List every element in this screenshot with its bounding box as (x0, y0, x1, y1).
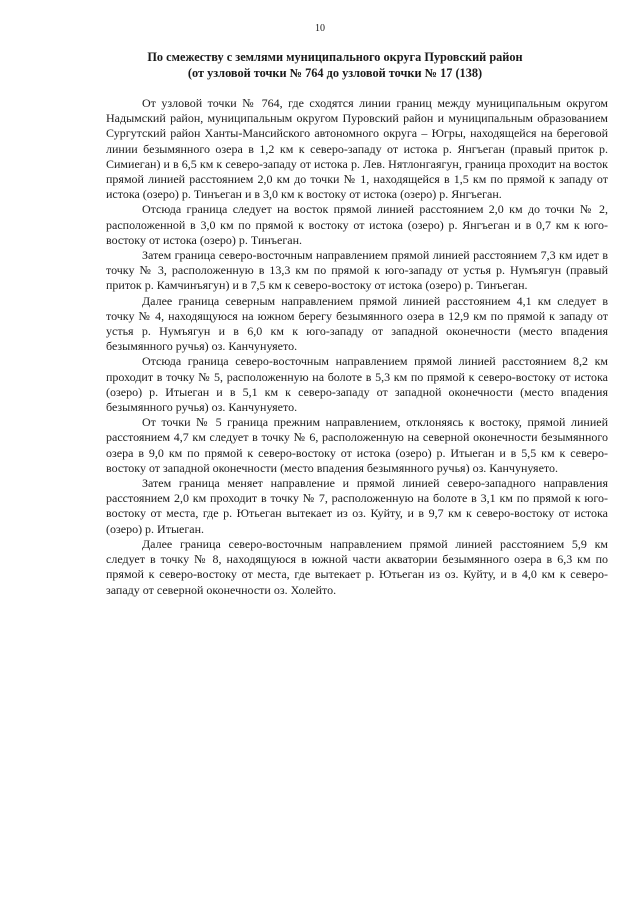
page-number: 10 (315, 23, 325, 34)
paragraph: От точки № 5 граница прежним направлением, отклоняясь к востоку, прямой линией расстоянием 4,7 км следует в точку № 6, расположенную на северной оконечности безымянного озера в 9,0 км по прямой к северо-востоку от истока (озеро) р. Итыеган и в 5,5 км к северо-востоку от западной оконечности (место впадения безымянного ручья) оз. Канчунуяето. (106, 415, 608, 475)
paragraph: Отсюда граница северо-восточным направлением прямой линией расстоянием 8,2 км проходит в точку № 5, расположенную на болоте в 5,3 км по прямой к северо-востоку от истока (озеро) р. Итыеган и в 5,1 км к северо-западу от западной оконечности (место впадения безымянного ручья) оз. Канчунуяето. (106, 354, 608, 415)
paragraph: Затем граница северо-восточным направлением прямой линией расстоянием 7,3 км идет в точку № 3, расположенную в 13,3 км по прямой к юго-западу от устья р. Нумъягун (правый приток р. Камчинъягун) и в 7,5 км к северо-востоку от истока (озеро) р. Тинъеган. (106, 248, 608, 293)
paragraph: Далее граница северо-восточным направлением прямой линией расстоянием 5,9 км следует в точку № 8, находящуюся в южной части акватории безымянного озера в 6,3 км по прямой к северо-востоку от места, где вытекает р. Ютьеган из оз. Куйту, и в 4,0 км к северо-западу от северной оконечности оз. Холейто. (106, 536, 608, 597)
paragraph: Далее граница северным направлением прямой линией расстоянием 4,1 км следует в точку № 4, находящуюся на южном берегу безымянного озера в 12,9 км по прямой к западу от устья р. Нумъягун и в 6,0 км к юго-западу от западной оконечности (место впадения безымянного ручья) оз. Канчунуяето. (106, 293, 608, 354)
paragraph: Отсюда граница следует на восток прямой линией расстоянием 2,0 км до точки № 2, расположенной в 3,0 км по прямой к востоку от истока (озеро) р. Янгъеган и в 0,7 км к юго-востоку от истока (озеро) р. Тинъеган. (106, 202, 608, 247)
heading-line-1: По смежеству с землями муниципального округа Пуровский район (147, 50, 523, 64)
heading-line-2: (от узловой точки № 764 до узловой точки № 17 (138) (187, 66, 483, 80)
body-text (106, 96, 608, 598)
section-heading (120, 49, 550, 81)
paragraph: Затем граница меняет направление и прямой линией северо-западного направления расстоянием 2,0 км проходит в точку № 7, расположенную на болоте в 3,1 км по прямой к юго-востоку от места, где р. Ютьеган вытекает из оз. Куйту, и в 9,7 км к северо-востоку от истока (озеро) р. Итыеган. (106, 476, 608, 536)
paragraph: От узловой точки № 764, где сходятся линии границ между муниципальным округом Надымский район, муниципальным округом Пуровский район и муниципальным образованием Сургутский район Ханты-Мансийского автономного округа – Югры, находящейся на береговой линии безымянного озера в 1,2 км к северо-западу от истока р. Янгъеган (правый приток р. Симиеган) и в 6,5 км к северо-западу от истока р. Лев. Нятлонгаягун, граница проходит на восток прямой линией расстоянием 2,0 км до точки № 1, находящейся в 1,5 км по прямой к западу от истока (озеро) р. Тинъеган и в 3,0 км к востоку от истока (озеро) р. Янгъеган. (106, 96, 608, 202)
